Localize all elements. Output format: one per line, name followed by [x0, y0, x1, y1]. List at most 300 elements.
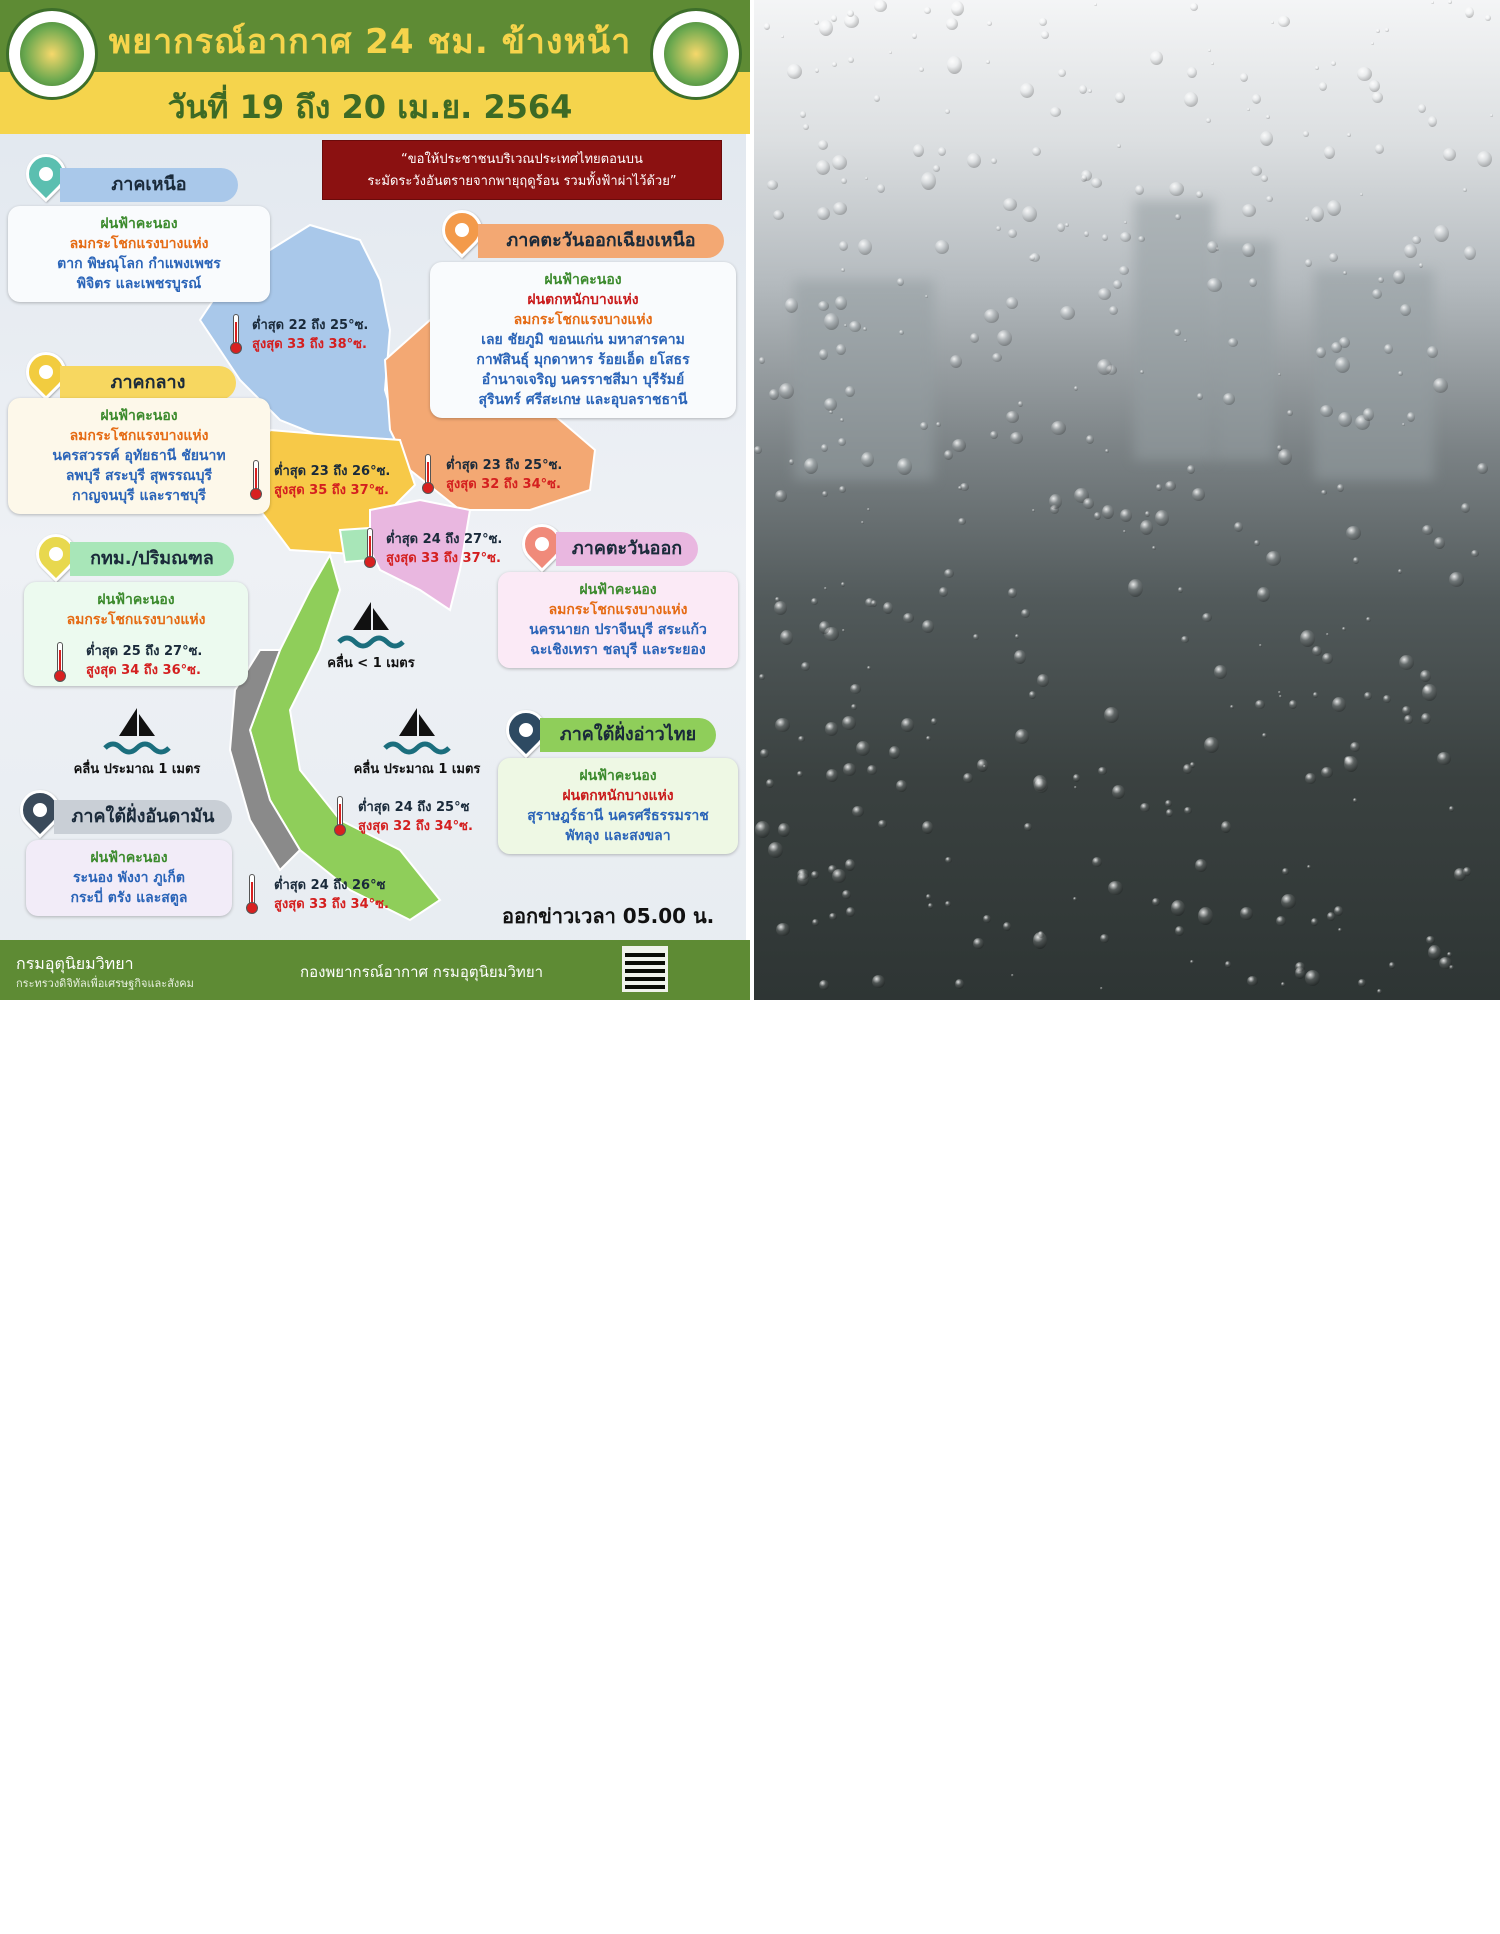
- raindrop: [1100, 934, 1109, 943]
- raindrop: [1204, 737, 1219, 753]
- raindrop: [1337, 484, 1344, 492]
- raindrop: [850, 684, 861, 694]
- raindrop: [1029, 691, 1036, 699]
- raindrop: [1412, 236, 1421, 244]
- raindrop: [1464, 246, 1476, 260]
- raindrop: [1100, 987, 1103, 990]
- raindrop: [819, 621, 830, 634]
- raindrop: [1320, 405, 1333, 417]
- raindrop: [1084, 231, 1089, 237]
- storm-warning-banner: “ขอให้ประชาชนบริเวณประเทศไทยตอนบน ระมัดระวังอันตรายจากพายุฤดูร้อน รวมทั้งฟ้าผ่าไว้ด้วย”: [322, 140, 722, 200]
- raindrop: [865, 177, 868, 180]
- raindrop: [1124, 221, 1127, 224]
- raindrop: [773, 210, 784, 220]
- raindrop: [842, 629, 845, 632]
- raindrop: [841, 268, 845, 272]
- raindrop: [1279, 695, 1282, 698]
- raindrop: [1003, 198, 1017, 211]
- raindrop: [1399, 655, 1414, 670]
- raindrop: [1174, 329, 1181, 336]
- raindrop: [1240, 907, 1253, 920]
- raindrop: [1140, 803, 1150, 812]
- raindrop: [1097, 359, 1112, 375]
- raindrop: [1119, 266, 1129, 275]
- raindrop: [1342, 627, 1346, 631]
- raindrop: [829, 913, 837, 920]
- raindrop: [801, 662, 810, 671]
- raindrop: [1165, 481, 1176, 491]
- raindrop: [872, 975, 885, 988]
- raindrop: [1321, 490, 1327, 495]
- raindrop: [1184, 807, 1192, 814]
- forecast-card-north: ฝนฟ้าคะนอง ลมกระโชกแรงบางแห่ง ตาก พิษณุโลก กำแพงเพชร พิจิตร และเพชรบูรณ์: [8, 206, 270, 302]
- raindrop: [844, 324, 847, 327]
- raindrop: [1471, 550, 1479, 557]
- raindrop: [1448, 0, 1452, 4]
- raindrop: [1305, 217, 1309, 221]
- raindrop: [848, 57, 854, 63]
- raindrop: [1112, 785, 1125, 799]
- raindrop: [754, 446, 762, 454]
- region-title-east: ภาคตะวันออก: [556, 532, 698, 566]
- raindrop: [822, 491, 828, 497]
- raindrop: [1207, 278, 1222, 292]
- raindrop: [849, 321, 861, 332]
- raindrop: [1181, 636, 1189, 643]
- raindrop: [1261, 175, 1268, 182]
- raindrop: [920, 422, 928, 430]
- raindrop: [1384, 344, 1393, 354]
- raindrop: [845, 859, 855, 871]
- raindrop: [1058, 69, 1066, 77]
- raindrop: [1198, 907, 1213, 925]
- raindrop: [1305, 970, 1320, 986]
- raindrop: [1485, 15, 1491, 21]
- raindrop: [1369, 80, 1380, 92]
- raindrop: [1108, 881, 1123, 895]
- footer-division: กองพยากรณ์อากาศ กรมอุตุนิยมวิทยา: [300, 963, 544, 981]
- raindrop: [883, 602, 893, 614]
- thermometer-icon: [230, 314, 242, 354]
- raindrop: [1104, 707, 1119, 723]
- raindrop: [780, 630, 793, 645]
- raindrop: [1434, 225, 1449, 242]
- raindrop: [1094, 512, 1101, 520]
- raindrop: [1187, 465, 1195, 474]
- raindrop: [1184, 92, 1198, 107]
- raindrop: [1024, 823, 1032, 831]
- raindrop: [847, 10, 854, 17]
- raindrop: [1171, 900, 1185, 916]
- raindrop: [1335, 357, 1350, 373]
- raindrop: [1278, 449, 1292, 465]
- raindrop: [1400, 304, 1411, 316]
- raindrop: [1393, 270, 1405, 284]
- raindrop: [852, 806, 864, 817]
- raindrop: [1145, 511, 1150, 517]
- raindrop: [867, 508, 870, 511]
- raindrop: [1117, 144, 1121, 148]
- raindrop: [815, 68, 819, 73]
- raindrop: [1008, 229, 1017, 238]
- raindrop: [919, 67, 924, 72]
- raindrop: [922, 821, 933, 834]
- raindrop: [842, 716, 856, 730]
- raindrop: [947, 56, 962, 74]
- raindrop: [797, 771, 803, 777]
- raindrop: [1281, 894, 1296, 909]
- raindrop: [903, 613, 914, 623]
- raindrop: [1223, 393, 1235, 405]
- region-title-north: ภาคเหนือ: [60, 168, 238, 202]
- raindrop: [1385, 28, 1389, 32]
- raindrop: [1192, 488, 1205, 501]
- raindrop: [1109, 306, 1118, 315]
- raindrop: [1184, 339, 1187, 342]
- raindrop: [1402, 423, 1405, 426]
- raindrop: [1315, 66, 1319, 70]
- raindrop: [851, 704, 857, 710]
- raindrop: [997, 330, 1012, 346]
- raindrop: [874, 0, 887, 12]
- raindrop: [1266, 551, 1281, 566]
- forecast-card-bangkok: ฝนฟ้าคะนอง ลมกระโชกแรงบางแห่ง: [24, 582, 248, 686]
- raindrop: [1120, 232, 1131, 242]
- raindrop: [831, 15, 837, 22]
- raindrop: [984, 309, 999, 323]
- raindrop: [842, 890, 851, 899]
- raindrop: [785, 298, 798, 313]
- raindrop: [1140, 520, 1153, 535]
- raindrop: [1169, 182, 1184, 196]
- raindrop: [1289, 700, 1297, 709]
- region-title-south-andaman: ภาคใต้ฝั่งอันดามัน: [54, 800, 232, 834]
- raindrop: [817, 207, 830, 220]
- temp-bangkok: ต่ำสุด 25 ถึง 27°ซ. สูงสุด 34 ถึง 36°ซ.: [86, 644, 203, 678]
- raindrop: [768, 842, 783, 858]
- raindrop: [759, 674, 765, 680]
- raindrop: [1454, 868, 1466, 881]
- raindrop: [1242, 204, 1256, 217]
- sailboat-wave-icon: [331, 598, 411, 652]
- raindrop: [1311, 206, 1324, 222]
- raindrop: [838, 438, 846, 446]
- raindrop: [952, 439, 966, 452]
- raindrop: [1123, 530, 1126, 533]
- region-title-northeast: ภาคตะวันออกเฉียงเหนือ: [478, 224, 724, 258]
- raindrop: [812, 919, 819, 926]
- temp-northeast: ต่ำสุด 23 ถึง 25°ซ. สูงสุด 32 ถึง 34°ซ.: [446, 458, 563, 492]
- raindrop: [1343, 271, 1347, 275]
- raindrop: [1247, 976, 1258, 986]
- raindrop: [1030, 253, 1040, 262]
- raindrop: [977, 759, 988, 772]
- raindrop: [1234, 522, 1243, 532]
- raindrop: [1427, 346, 1438, 358]
- raindrop: [1074, 386, 1078, 391]
- raindrop: [816, 160, 830, 175]
- raindrop: [1437, 752, 1451, 765]
- raindrop: [1420, 670, 1431, 682]
- raindrop: [1015, 634, 1019, 639]
- raindrop: [1276, 916, 1286, 926]
- raindrop: [1421, 713, 1431, 724]
- thermometer-icon: [246, 874, 258, 914]
- raindrop: [1155, 510, 1169, 526]
- raindrop: [871, 600, 877, 607]
- raindrop: [1195, 859, 1207, 872]
- raindrop: [925, 295, 928, 298]
- raindrop: [1266, 196, 1273, 202]
- raindrop: [1428, 945, 1441, 960]
- raindrop: [945, 109, 950, 114]
- raindrop: [1020, 83, 1034, 98]
- raindrop: [1255, 700, 1265, 709]
- raindrop: [986, 60, 990, 64]
- footer-ministry: กระทรวงดิจิทัลเพื่อเศรษฐกิจและสังคม: [16, 977, 194, 990]
- raindrop: [1271, 21, 1274, 24]
- raindrop: [1378, 277, 1384, 283]
- issue-time: ออกข่าวเวลา 05.00 น.: [502, 904, 715, 928]
- temp-south-andaman: ต่ำสุด 24 ถึง 26°ซ สูงสุด 33 ถึง 34°ซ.: [274, 878, 389, 912]
- raindrop: [764, 23, 770, 30]
- raindrop: [983, 915, 991, 923]
- temp-south-gulf: ต่ำสุด 24 ถึง 25°ซ สูงสุด 32 ถึง 34°ซ.: [358, 800, 473, 834]
- raindrop: [987, 21, 992, 26]
- qr-code-icon: [622, 946, 668, 992]
- raindrop: [836, 344, 846, 355]
- raindrop: [1376, 29, 1380, 33]
- raindrop: [931, 718, 937, 725]
- raindrop: [840, 418, 844, 422]
- raindrop: [1187, 67, 1197, 78]
- raindrop: [1404, 244, 1417, 258]
- raindrop: [861, 452, 874, 467]
- raindrop: [896, 780, 907, 792]
- raindrop: [818, 140, 828, 150]
- raindrop: [924, 7, 931, 14]
- raindrop: [955, 979, 964, 989]
- website-link[interactable]: www.tmd.go.th: [678, 1924, 747, 1934]
- raindrop: [776, 923, 790, 936]
- raindrop: [926, 736, 931, 741]
- raindrop: [945, 901, 951, 907]
- raindrop: [1015, 729, 1029, 744]
- raindrop: [1257, 587, 1270, 602]
- raindrop: [1014, 650, 1026, 664]
- raindrop: [921, 172, 936, 190]
- raindrop: [1353, 557, 1359, 564]
- raindrop: [1091, 178, 1102, 188]
- raindrop: [1240, 73, 1248, 82]
- hotline-number: 1182: [680, 1882, 753, 1912]
- raindrop: [1407, 412, 1415, 422]
- raindrop: [1196, 191, 1203, 198]
- raindrop: [1375, 144, 1384, 154]
- raindrop: [1094, 3, 1097, 6]
- raindrop: [1404, 715, 1413, 724]
- raindrop: [1206, 118, 1211, 123]
- temp-east: ต่ำสุด 24 ถึง 27°ซ. สูงสุด 33 ถึง 37°ซ.: [386, 532, 503, 566]
- raindrop: [1051, 421, 1066, 435]
- raindrop: [1041, 31, 1049, 39]
- raindrop: [1338, 412, 1352, 427]
- raindrop: [1344, 756, 1358, 772]
- raindrop: [1419, 263, 1423, 268]
- raindrop: [1202, 613, 1212, 622]
- raindrop: [1426, 936, 1435, 944]
- forecast-card-central: ฝนฟ้าคะนอง ลมกระโชกแรงบางแห่ง นครสวรรค์ อุทัยธานี ชัยนาท ลพบุรี สระบุรี สุพรรณบุรี กาญจนบุรี และราชบุรี: [8, 398, 270, 514]
- raindrop: [935, 240, 949, 254]
- raindrop: [945, 857, 952, 863]
- raindrop: [778, 823, 790, 837]
- raindrop: [1128, 579, 1143, 597]
- raindrop: [856, 741, 870, 756]
- raindrop: [1152, 898, 1160, 906]
- raindrop: [1307, 865, 1311, 869]
- forecast-card-northeast: ฝนฟ้าคะนอง ฝนตกหนักบางแห่ง ลมกระโชกแรงบางแห่ง เลย ชัยภูมิ ขอนแก่น มหาสารคาม กาฬสินธุ์ มุกดาหาร ร้อยเอ็ด ยโสธร อำนาจเจริญ นครราชสีมา บุรีรัมย์ สุรินทร์ ศรีสะเกษ และอุบลราชธานี: [430, 262, 736, 418]
- raindrop: [1372, 289, 1382, 299]
- raindrop: [1282, 868, 1289, 875]
- raindrop: [766, 779, 774, 788]
- raindrop: [1477, 463, 1488, 474]
- raindrop: [912, 33, 917, 39]
- temp-central: ต่ำสุด 23 ถึง 26°ซ. สูงสุด 35 ถึง 37°ซ.: [274, 464, 391, 498]
- raindrop: [841, 582, 845, 587]
- raindrop: [933, 165, 940, 172]
- raindrop: [1003, 922, 1011, 931]
- raindrop: [913, 144, 924, 157]
- raindrop: [1011, 974, 1014, 977]
- raindrop: [841, 178, 847, 184]
- raindrop: [798, 736, 805, 742]
- raindrop: [1377, 989, 1382, 994]
- thermometer-icon: [364, 528, 376, 568]
- raindrop: [1422, 525, 1433, 535]
- raindrop: [846, 907, 855, 917]
- raindrop: [889, 51, 892, 54]
- raindrop: [1338, 928, 1342, 932]
- raindrop: [1372, 92, 1383, 103]
- raindrop: [818, 301, 829, 311]
- raindrop: [824, 313, 839, 330]
- raindrop: [946, 18, 958, 30]
- raindrop: [1022, 206, 1037, 222]
- forecast-card-east: ฝนฟ้าคะนอง ลมกระโชกแรงบางแห่ง นครนายก ปราจีนบุรี สระแก้ว ฉะเชิงเทรา ชลบุรี และระยอง: [498, 572, 738, 668]
- raindrop: [1266, 115, 1270, 119]
- raindrop: [787, 64, 802, 79]
- raindrop: [833, 202, 847, 215]
- raindrop: [1140, 370, 1144, 374]
- raindrop: [835, 296, 847, 310]
- raindrop: [991, 158, 997, 164]
- forecast-date: วันที่ 19 ถึง 20 เม.ย. 2564: [167, 88, 573, 126]
- raindrop: [839, 241, 848, 251]
- raindrop: [1300, 630, 1315, 647]
- wave-gulf-upper: คลื่น < 1 เมตร: [306, 598, 436, 673]
- raindrop: [1324, 146, 1335, 159]
- raindrop: [1398, 371, 1403, 376]
- raindrop: [1190, 762, 1195, 768]
- raindrop: [1316, 347, 1326, 358]
- raindrop: [1102, 234, 1108, 241]
- raindrop: [1402, 706, 1411, 715]
- raindrop: [755, 821, 770, 838]
- raindrop: [819, 20, 833, 36]
- raindrop: [973, 938, 984, 949]
- raindrop: [996, 226, 1001, 231]
- raindrop: [1208, 49, 1211, 52]
- raindrop: [970, 333, 979, 343]
- raindrop: [1138, 236, 1145, 242]
- raindrop: [1303, 131, 1309, 137]
- raindrop: [867, 765, 877, 775]
- raindrop: [1346, 526, 1361, 540]
- raindrop: [874, 95, 880, 102]
- raindrop: [1433, 378, 1448, 393]
- raindrop: [1102, 505, 1114, 519]
- raindrop: [774, 601, 787, 615]
- raindrop: [1260, 131, 1273, 146]
- raindrop: [1327, 200, 1341, 216]
- raindrop: [1156, 484, 1162, 491]
- ministry-seal-logo: [6, 8, 98, 100]
- raindrop: [1319, 82, 1327, 91]
- raindrop: [1463, 188, 1467, 192]
- raindrop: [1312, 646, 1322, 656]
- raindrop: [1221, 821, 1231, 833]
- raindrop: [1447, 952, 1452, 957]
- raindrop: [1057, 223, 1065, 232]
- raindrop: [845, 386, 855, 397]
- raindrop: [1032, 509, 1035, 512]
- raindrop: [1008, 588, 1017, 598]
- raindrop: [1461, 503, 1470, 513]
- region-title-south-gulf: ภาคใต้ฝั่งอ่าวไทย: [540, 718, 716, 752]
- raindrop: [1262, 733, 1267, 738]
- raindrop: [1329, 253, 1338, 262]
- raindrop: [1331, 342, 1342, 353]
- raindrop: [825, 722, 838, 736]
- raindrop: [1331, 61, 1336, 66]
- raindrop: [1389, 962, 1395, 969]
- raindrop: [1398, 569, 1402, 574]
- raindrop: [1120, 509, 1132, 522]
- raindrop: [1190, 960, 1194, 964]
- raindrop: [1175, 926, 1184, 936]
- raindrop: [832, 155, 847, 170]
- raindrop: [1278, 373, 1281, 376]
- raindrop: [889, 746, 900, 759]
- raindrop: [1305, 259, 1312, 267]
- raindrop: [1211, 62, 1214, 65]
- raindrop: [936, 422, 941, 427]
- raindrop: [775, 718, 790, 732]
- raindrop: [1281, 982, 1285, 987]
- raindrop: [1033, 775, 1047, 791]
- raindrop: [1383, 695, 1391, 703]
- raindrop: [1073, 774, 1080, 782]
- raindrop: [1449, 572, 1464, 587]
- raindrop: [928, 903, 933, 909]
- raindrop: [759, 357, 765, 364]
- raindrop: [1079, 85, 1087, 94]
- rainy-window-photo: [754, 0, 1500, 1000]
- raindrop: [1092, 857, 1102, 867]
- region-title-central: ภาคกลาง: [60, 366, 236, 400]
- raindrop: [1254, 540, 1260, 546]
- raindrop: [967, 153, 981, 168]
